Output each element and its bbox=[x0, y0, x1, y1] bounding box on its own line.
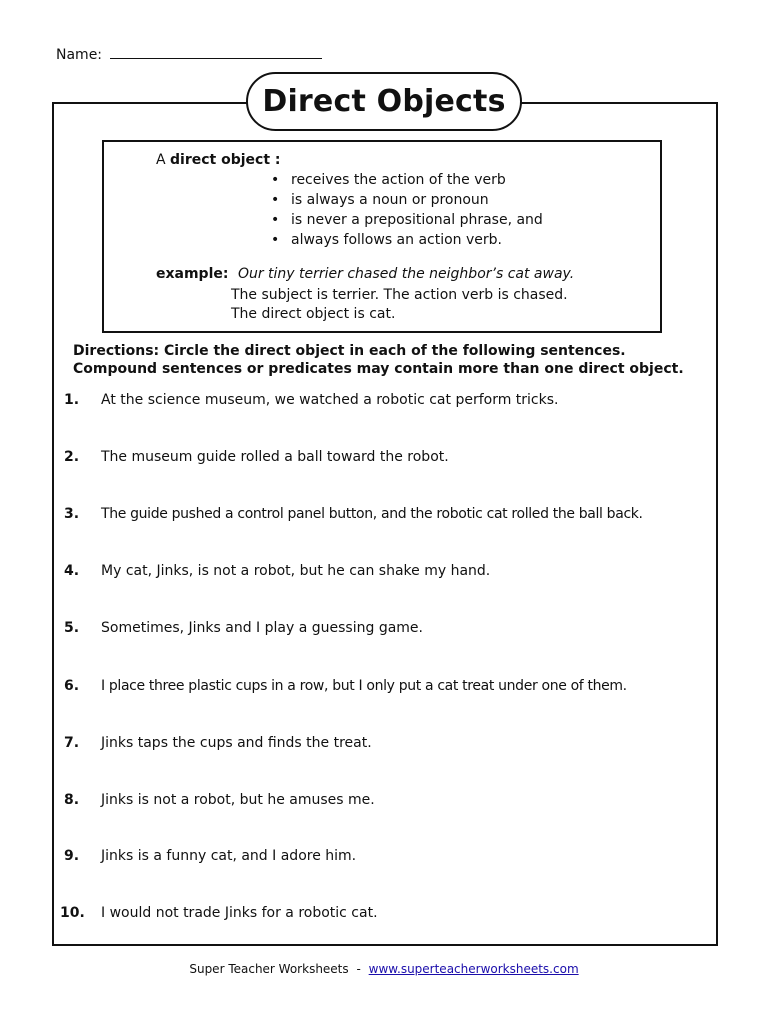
question-sentence[interactable]: I would not trade Jinks for a robotic cat. bbox=[101, 905, 378, 921]
question-sentence[interactable]: My cat, Jinks, is not a robot, but he can shake my hand. bbox=[101, 563, 491, 579]
list-item bbox=[271, 230, 543, 250]
bullet-icon: • bbox=[271, 192, 280, 208]
question-number: 7. bbox=[64, 735, 80, 751]
question-sentence[interactable]: Jinks taps the cups and finds the treat. bbox=[101, 735, 372, 751]
example-subject-line: The subject is terrier. The action verb is chased. bbox=[231, 287, 568, 303]
question-sentence[interactable]: The museum guide rolled a ball toward the robot. bbox=[101, 449, 449, 465]
bullet-icon: • bbox=[271, 172, 280, 188]
page-title: Direct Objects bbox=[246, 72, 522, 131]
question-number: 8. bbox=[64, 792, 80, 808]
example-sentence: Our tiny terrier chased the neighbor’s cat away. bbox=[237, 266, 575, 282]
bullet-icon: • bbox=[271, 212, 280, 228]
question-item bbox=[0, 790, 768, 810]
bullet-icon: • bbox=[271, 232, 280, 248]
question-item bbox=[0, 676, 768, 696]
bullet-text: is never a prepositional phrase, and bbox=[291, 212, 543, 228]
question-number: 3. bbox=[64, 506, 80, 522]
question-number: 10. bbox=[60, 905, 85, 921]
name-field-row bbox=[56, 47, 322, 63]
question-number: 1. bbox=[64, 392, 80, 408]
bullet-text: is always a noun or pronoun bbox=[291, 192, 489, 208]
example-object-line: The direct object is cat. bbox=[231, 306, 396, 322]
question-number: 2. bbox=[64, 449, 80, 465]
example-row bbox=[156, 266, 574, 282]
example-label: example: bbox=[156, 266, 229, 282]
question-item bbox=[0, 733, 768, 753]
question-number: 5. bbox=[64, 620, 80, 636]
question-sentence[interactable]: Sometimes, Jinks and I play a guessing game. bbox=[101, 620, 423, 636]
question-item bbox=[0, 504, 768, 524]
question-item bbox=[0, 618, 768, 638]
bullet-text: always follows an action verb. bbox=[291, 232, 502, 248]
question-sentence[interactable]: At the science museum, we watched a robotic cat perform tricks. bbox=[101, 392, 559, 408]
question-number: 4. bbox=[64, 563, 80, 579]
footer-brand: Super Teacher Worksheets bbox=[189, 962, 349, 976]
list-item bbox=[271, 170, 543, 190]
page-footer bbox=[0, 962, 768, 976]
question-item bbox=[0, 846, 768, 866]
definition-box bbox=[102, 140, 662, 333]
question-item bbox=[0, 447, 768, 467]
list-item bbox=[271, 190, 543, 210]
question-sentence[interactable]: I place three plastic cups in a row, but I only put a cat treat under one of them. bbox=[101, 678, 627, 694]
definition-intro bbox=[156, 152, 281, 168]
definition-prefix: A bbox=[156, 152, 166, 168]
question-sentence[interactable]: The guide pushed a control panel button, and the robotic cat rolled the ball back. bbox=[101, 506, 643, 522]
question-sentence[interactable]: Jinks is not a robot, but he amuses me. bbox=[101, 792, 375, 808]
list-item bbox=[271, 210, 543, 230]
question-number: 6. bbox=[64, 678, 80, 694]
question-item bbox=[0, 390, 768, 410]
example-explanation bbox=[231, 286, 568, 324]
definition-bullet-list bbox=[271, 170, 543, 250]
footer-website-link[interactable]: www.superteacherworksheets.com bbox=[368, 962, 579, 976]
definition-term: direct object : bbox=[170, 152, 281, 168]
question-number: 9. bbox=[64, 848, 80, 864]
question-item bbox=[0, 903, 768, 923]
footer-separator: - bbox=[356, 962, 361, 976]
question-item bbox=[0, 561, 768, 581]
question-sentence[interactable]: Jinks is a funny cat, and I adore him. bbox=[101, 848, 357, 864]
name-blank-line[interactable] bbox=[110, 47, 322, 59]
bullet-text: receives the action of the verb bbox=[291, 172, 506, 188]
name-label: Name: bbox=[56, 47, 103, 63]
directions-text: Directions: Circle the direct object in each of the following sentences. Compound sentences or predicates may contain more than one direct object. bbox=[73, 343, 684, 377]
